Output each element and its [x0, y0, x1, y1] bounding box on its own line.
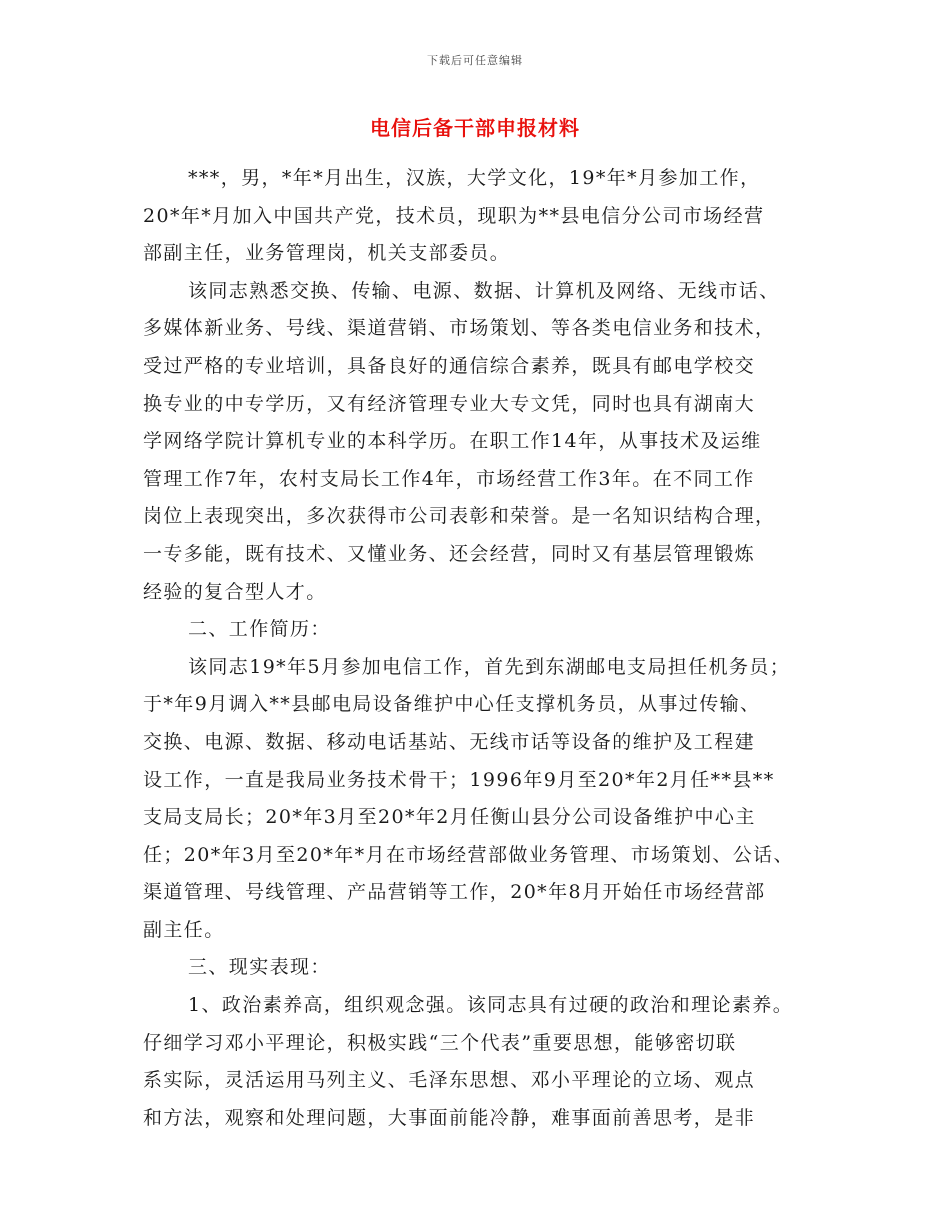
body-line: 管理工作7年，农村支局长工作4年，市场经营工作3年。在不同工作	[143, 467, 755, 490]
body-line: 仔细学习邓小平理论，积极实践“三个代表”重要思想，能够密切联	[143, 1031, 737, 1054]
body-line: 二、工作简历：	[188, 618, 331, 641]
document-body	[143, 160, 833, 1137]
body-line: 三、现实表现：	[188, 956, 331, 979]
body-line: 岗位上表现突出，多次获得市公司表彰和荣誉。是一名知识结构合理，	[143, 505, 776, 528]
body-line: 任；20*年3月至20*年*月在市场经营部做业务管理、市场策划、公话、	[143, 843, 794, 866]
body-line: 该同志熟悉交换、传输、电源、数据、计算机及网络、无线市话、	[188, 279, 780, 302]
body-line: 渠道管理、号线管理、产品营销等工作，20*年8月开始任市场经营部	[143, 881, 766, 904]
body-line: 经验的复合型人才。	[143, 580, 327, 603]
body-line: 副主任。	[143, 918, 225, 941]
body-line: 交换、电源、数据、移动电话基站、无线市话等设备的维护及工程建	[143, 730, 756, 753]
document-title: 电信后备干部申报材料	[370, 116, 580, 140]
body-line: 换专业的中专学历，又有经济管理专业大专文凭，同时也具有湖南大	[143, 392, 756, 415]
body-line: ***，男，*年*月出生，汉族，大学文化，19*年*月参加工作，	[188, 167, 761, 189]
body-line: 设工作，一直是我局业务技术骨干；1996年9月至20*年2月任**县**	[143, 768, 775, 791]
header-note: 下载后可任意编辑	[427, 54, 523, 67]
body-line: 1、政治素养高，组织观念强。该同志具有过硬的政治和理论素养。	[188, 994, 794, 1017]
body-line: 受过严格的专业培训，具备良好的通信综合素养，既具有邮电学校交	[143, 354, 756, 377]
body-line: 系实际，灵活运用马列主义、毛泽东思想、邓小平理论的立场、观点	[143, 1069, 756, 1092]
body-line: 学网络学院计算机专业的本科学历。在职工作14年，从事技术及运维	[143, 430, 762, 453]
body-line: 多媒体新业务、号线、渠道营销、市场策划、等各类电信业务和技术，	[143, 317, 776, 340]
body-line: 该同志19*年5月参加电信工作，首先到东湖邮电支局担任机务员；	[188, 655, 791, 678]
body-line: 一专多能，既有技术、又懂业务、还会经营，同时又有基层管理锻炼	[143, 542, 756, 565]
body-line: 于*年9月调入**县邮电局设备维护中心任支撑机务员，从事过传输、	[143, 693, 761, 716]
body-line: 部副主任，业务管理岗，机关支部委员。	[143, 242, 511, 265]
body-line: 和方法，观察和处理问题，大事面前能冷静，难事面前善思考，是非	[143, 1106, 756, 1129]
body-line: 20*年*月加入中国共产党，技术员，现职为**县电信分公司市场经营	[143, 204, 765, 227]
body-line: 支局支局长；20*年3月至20*年2月任衡山县分公司设备维护中心主	[143, 806, 756, 829]
